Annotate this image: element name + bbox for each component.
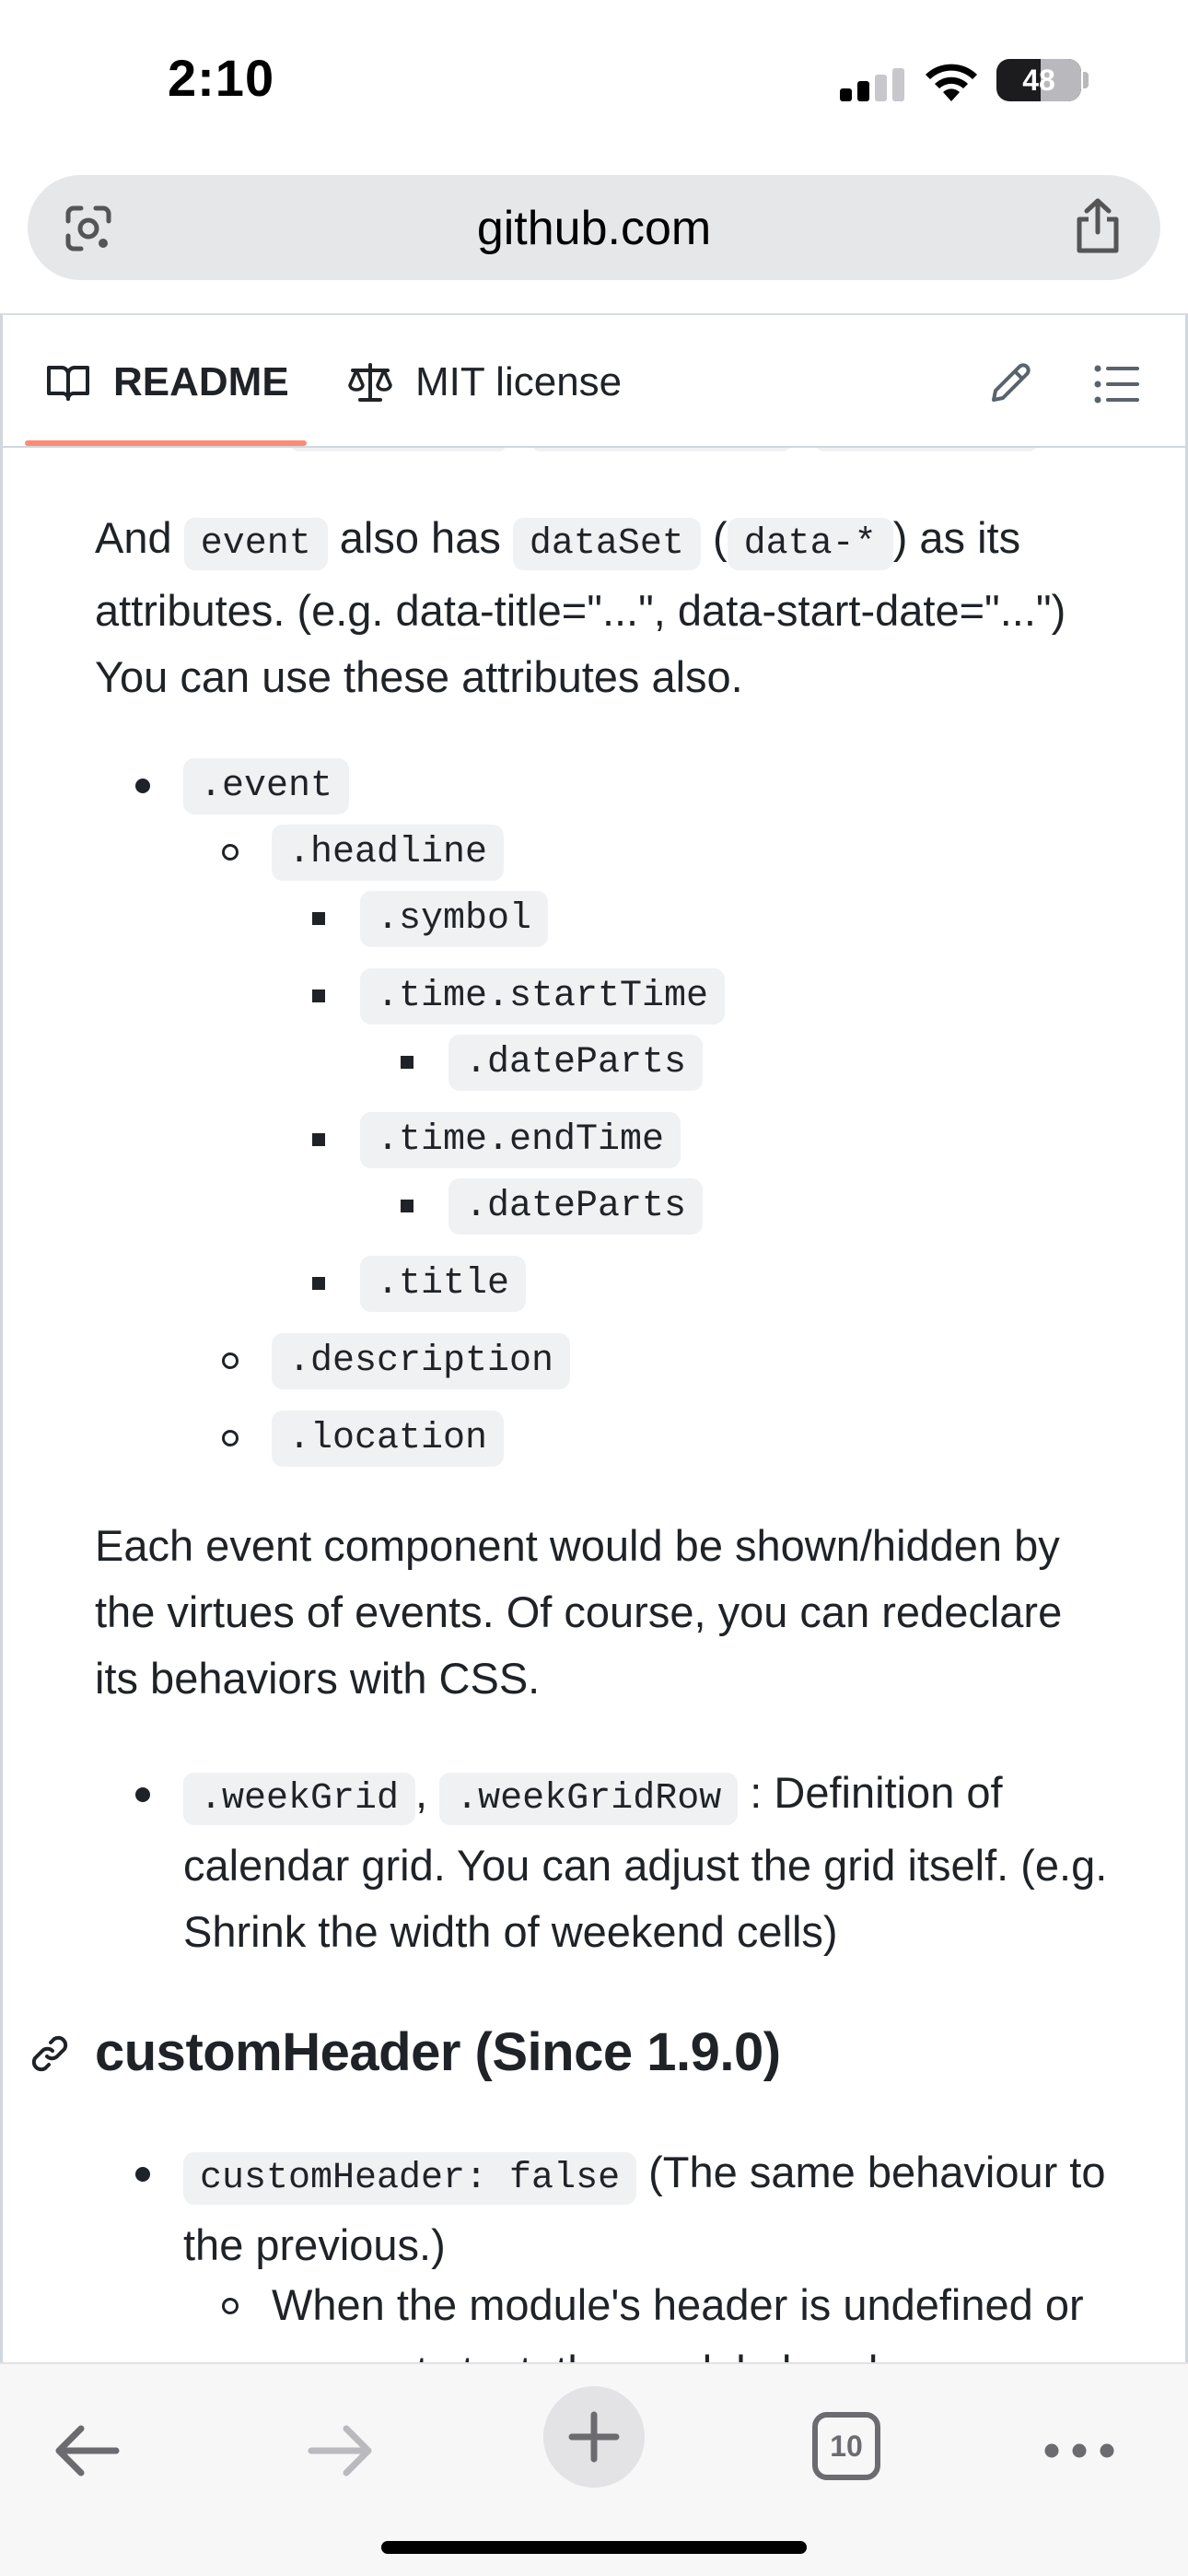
list-item: .description — [272, 1330, 570, 1391]
tab-count: 10 — [830, 2429, 863, 2463]
list-item: .title — [360, 1253, 526, 1314]
list-item: .dateParts — [448, 1032, 703, 1093]
sub-list-item: When the module's header is undefined or — [272, 2280, 1084, 2329]
list-item: .time.startTime — [360, 966, 725, 1026]
more-dots-icon — [1042, 2441, 1116, 2460]
forward-button[interactable] — [295, 2405, 387, 2497]
address-bar[interactable] — [28, 175, 1160, 280]
arrow-left-icon — [52, 2423, 122, 2478]
component-paragraph: Each event component would be shown/hidden by the virtues of events. Of course, you can redeclare its behaviors with CSS. — [95, 1521, 1063, 1703]
url-text[interactable]: github.com — [476, 202, 712, 255]
inline-code-dataset: dataSet — [513, 518, 701, 570]
active-tab-underline — [25, 440, 307, 446]
section-heading: customHeader (Since 1.9.0) — [95, 2022, 781, 2082]
list-item: .weekGrid , .weekGridRow : Definition of calendar grid. You can adjust the grid itself. (e.g. Shrink the width of weekend cells) — [183, 1768, 1108, 1956]
readme-tab-bar — [3, 315, 1185, 448]
list-item: .symbol — [360, 888, 548, 949]
wifi-icon — [923, 59, 980, 103]
new-tab-button[interactable] — [543, 2386, 645, 2488]
battery-icon — [996, 59, 1081, 101]
status-bar — [0, 0, 1188, 157]
list-item: .dateParts — [448, 1176, 703, 1236]
list-item: .time.endTime — [360, 1109, 681, 1170]
status-time: 2:10 — [168, 49, 275, 107]
more-menu-button[interactable] — [1033, 2405, 1125, 2497]
share-icon[interactable] — [1072, 197, 1124, 256]
list-item: customHeader: false (The same behaviour to the previous.) — [183, 2148, 1106, 2269]
plus-icon — [566, 2409, 622, 2465]
battery-level: 48 — [1022, 63, 1055, 97]
tab-readme[interactable] — [45, 352, 289, 413]
pencil-icon[interactable] — [986, 359, 1034, 407]
anchor-link-icon[interactable] — [29, 2032, 71, 2075]
arrow-right-icon — [306, 2423, 376, 2478]
cellular-signal-icon — [840, 68, 906, 101]
tab-license[interactable] — [347, 352, 622, 413]
inline-code-weekgridrow: .weekGridRow — [439, 1773, 738, 1825]
tab-switcher-button[interactable] — [812, 2412, 880, 2480]
battery-tip — [1083, 72, 1089, 88]
tab-readme-label: README — [113, 359, 289, 404]
github-page — [0, 313, 1188, 2362]
home-indicator — [381, 2541, 807, 2554]
book-icon — [45, 362, 91, 403]
list-item: .headline — [272, 822, 504, 883]
tab-license-label: MIT license — [415, 359, 623, 404]
inline-code-weekgrid: .weekGrid — [183, 1773, 415, 1825]
table-of-contents-icon[interactable] — [1093, 361, 1141, 407]
law-scale-icon — [347, 361, 393, 404]
back-button[interactable] — [41, 2405, 133, 2497]
inline-code-event: event — [184, 518, 328, 570]
list-item: .location — [272, 1408, 504, 1469]
attributes-paragraph: And event also has dataSet ( data-* ) as its attributes. (e.g. data-title="...", data-start-date="...") You can use these attributes also. — [95, 513, 1066, 701]
inline-code-data-attr: data-* — [728, 518, 893, 570]
list-item: .event — [183, 755, 349, 816]
inline-code-customheader: customHeader: false — [183, 2152, 636, 2205]
